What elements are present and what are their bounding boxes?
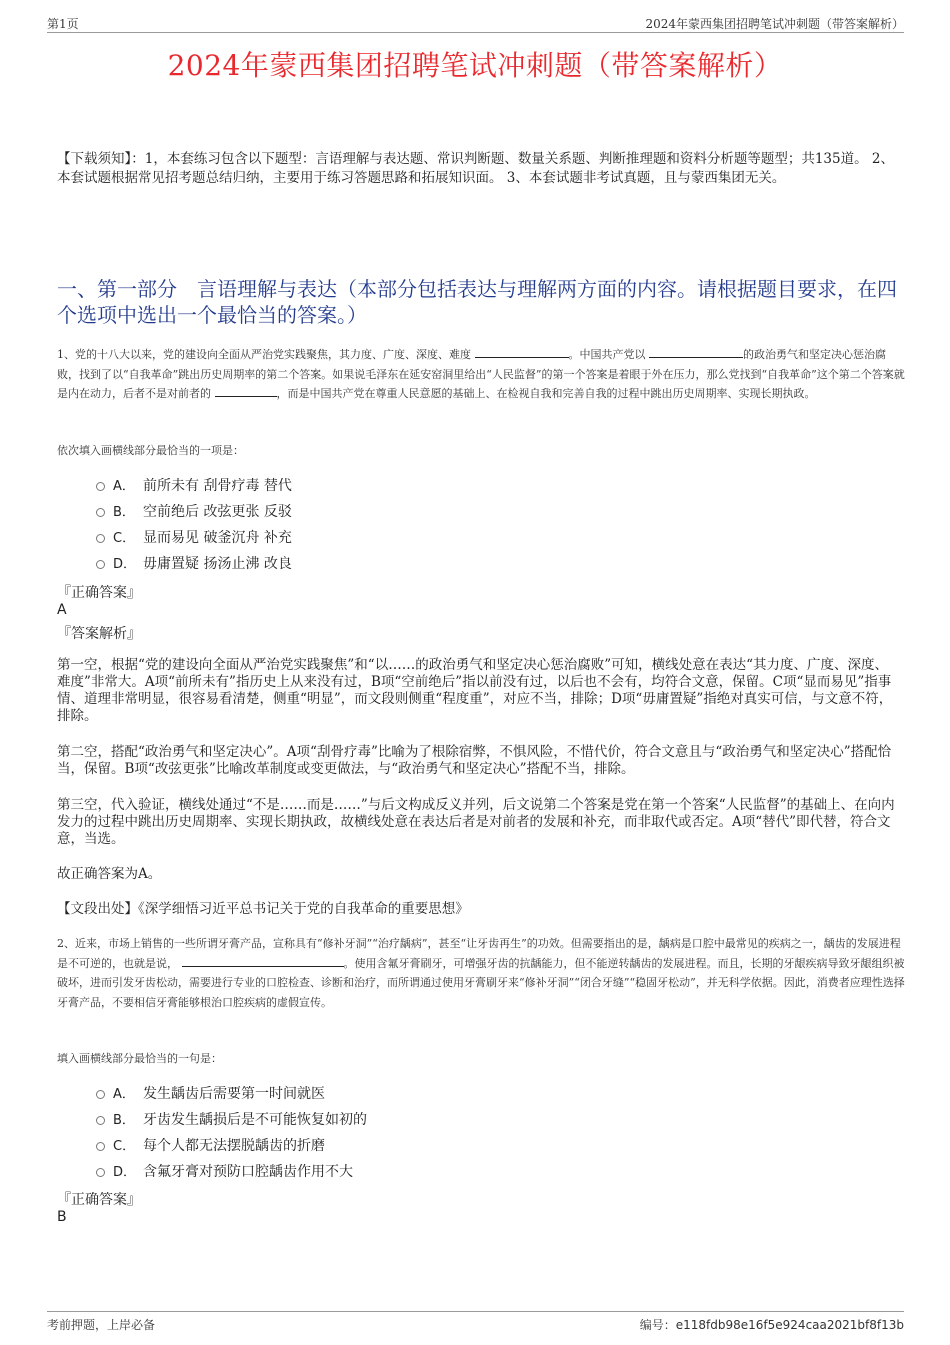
- q1-blank-3: [215, 385, 277, 397]
- q1-part-3: 的政治勇气和坚定决心惩治腐败，找到了以“自我革命”跳出历史周期率的第二个答案。如果说毛泽东在延安窑洞里给出“人民监督”的第一个答案是着眼于外在压力，那么党找到“自我革命”这个第二个答案就是内在动力，后者不是对前者的: [57, 348, 905, 400]
- page-footer: [47, 1311, 904, 1334]
- q1-option-b[interactable]: B． 空前绝后 改弦更张 反驳: [96, 499, 292, 525]
- q2-prompt: 填入画横线部分最恰当的一句是：: [57, 1052, 222, 1065]
- q1-part-4: ，而是中国共产党在尊重人民意愿的基础上、在检视自我和完善自我的过程中跳出历史周期率、实现长期执政。: [276, 387, 816, 400]
- radio-icon[interactable]: [96, 534, 105, 543]
- header-doc-title: 2024年蒙西集团招聘笔试冲刺题（带答案解析）: [645, 17, 904, 31]
- q1-analysis-conclusion: 故正确答案为A。: [57, 866, 162, 882]
- q1-answer-label: 『正确答案』: [57, 585, 141, 601]
- q2-option-b[interactable]: B． 牙齿发生龋损后是不可能恢复如初的: [96, 1107, 367, 1133]
- q1-part-1: 1、党的十八大以来，党的建设向全面从严治党实践聚焦，其力度、广度、深度、难度: [57, 348, 471, 361]
- q1-option-a[interactable]: A． 前所未有 刮骨疗毒 替代: [96, 473, 292, 499]
- q1-analysis-label: 『答案解析』: [57, 626, 141, 642]
- q1-option-c[interactable]: C． 显而易见 破釜沉舟 补充: [96, 525, 292, 551]
- q1-analysis-para-2: 第二空，搭配“政治勇气和坚定决心”。A项“刮骨疗毒”比喻为了根除宿弊，不惧风险，不惜代价，符合文意且与“政治勇气和坚定决心”搭配恰当，保留。B项“改弦更张”比喻改革制度或变更做法，与“政治勇气和坚定决心”搭配不当，排除。: [57, 744, 892, 777]
- question-1-text: [57, 345, 907, 404]
- q1-part-2: 。中国共产党以: [568, 348, 646, 361]
- radio-icon[interactable]: [96, 1116, 105, 1125]
- page-number: 第1页: [47, 17, 79, 31]
- question-2-text: [57, 934, 907, 1012]
- q1-analysis-para-3: 第三空，代入验证，横线处通过“不是……而是……”与后文构成反义并列，后文说第二个答案是党在第一个答案“人民监督”的基础上、在向内发力的过程中跳出历史周期率、实现长期执政，故横线处意在表达后者是对前者的发展和补充，而非取代或否定。A项“替代”即代替，符合文意，当选。: [57, 797, 895, 847]
- footer-code: 编号：e118fdb98e16f5e924caa2021bf8f13b: [639, 1318, 904, 1332]
- q1-blank-1: [475, 346, 569, 358]
- q2-option-c[interactable]: C． 每个人都无法摆脱龋齿的折磨: [96, 1133, 367, 1159]
- q1-blank-2: [649, 346, 743, 358]
- q2-part-1: 2、近来，市场上销售的一些所谓牙膏产品，宣称具有“修补牙洞”“治疗龋病”，甚至“让牙齿再生”的功效。但需要指出的是，龋病是口腔中最常见的疾病之一，龋齿的发展进程是不可逆的，也就是说，: [57, 937, 901, 970]
- section-title: 一、第一部分 言语理解与表达（本部分包括表达与理解两方面的内容。请根据题目要求，在四个选项中选出一个最恰当的答案。）: [57, 277, 897, 327]
- q1-source: 【文段出处】《深学细悟习近平总书记关于党的自我革命的重要思想》: [57, 901, 469, 917]
- radio-icon[interactable]: [96, 1090, 105, 1099]
- q2-option-d[interactable]: D． 含氟牙膏对预防口腔龋齿作用不大: [96, 1159, 367, 1185]
- q1-option-d[interactable]: D． 毋庸置疑 扬汤止沸 改良: [96, 551, 292, 577]
- radio-icon[interactable]: [96, 482, 105, 491]
- q1-analysis-para-1: 第一空，根据“党的建设向全面从严治党实践聚焦”和“以……的政治勇气和坚定决心惩治腐败”可知，横线处意在表达“其力度、广度、深度、难度”非常大。A项“前所未有”指历史上从来没有过，B项“空前绝后”指以前没有过，以后也不会有，均符合文意，保留。C项“显而易见”指事情、道理非常明显，很容易看清楚，侧重“明显”，而文段则侧重“程度重”，对应不当，排除；D项“毋庸置疑”指绝对真实可信，与文意不符，排除。: [57, 657, 893, 724]
- q2-part-2: 。使用含氟牙膏刷牙，可增强牙齿的抗龋能力，但不能逆转龋齿的发展进程。而且，长期的牙龈疾病导致牙龈组织被破坏，进而引发牙齿松动，需要进行专业的口腔检查、诊断和治疗，而所谓通过使用牙膏刷牙来“修补牙洞”“闭合牙缝”“稳固牙松动”，并无科学依据。因此，消费者应理性选择牙膏产品，不要相信牙膏能够根治口腔疾病的虚假宣传。: [57, 956, 905, 1009]
- download-notice: 【下载须知】：1，本套练习包含以下题型：言语理解与表达题、常识判断题、数量关系题、判断推理题和资料分析题等题型；共135道。 2、本套试题根据常见招考题总结归纳，主要用于练习答题思路和拓展知识面。 3、本套试题非考试真题，且与蒙西集团无关。: [57, 151, 894, 186]
- q2-blank-1: [182, 955, 344, 967]
- q1-options: [96, 473, 292, 577]
- page-header: [47, 14, 904, 33]
- radio-icon[interactable]: [96, 560, 105, 569]
- footer-slogan: 考前押题，上岸必备: [47, 1318, 156, 1332]
- document-title: 2024年蒙西集团招聘笔试冲刺题（带答案解析）: [167, 49, 783, 82]
- q2-options: [96, 1081, 367, 1185]
- radio-icon[interactable]: [96, 1142, 105, 1151]
- radio-icon[interactable]: [96, 508, 105, 517]
- radio-icon[interactable]: [96, 1168, 105, 1177]
- q1-answer: A: [57, 602, 67, 618]
- q2-answer: B: [57, 1209, 67, 1225]
- q2-answer-label: 『正确答案』: [57, 1192, 141, 1208]
- q2-option-a[interactable]: A． 发生龋齿后需要第一时间就医: [96, 1081, 367, 1107]
- q1-prompt: 依次填入画横线部分最恰当的一项是：: [57, 444, 244, 457]
